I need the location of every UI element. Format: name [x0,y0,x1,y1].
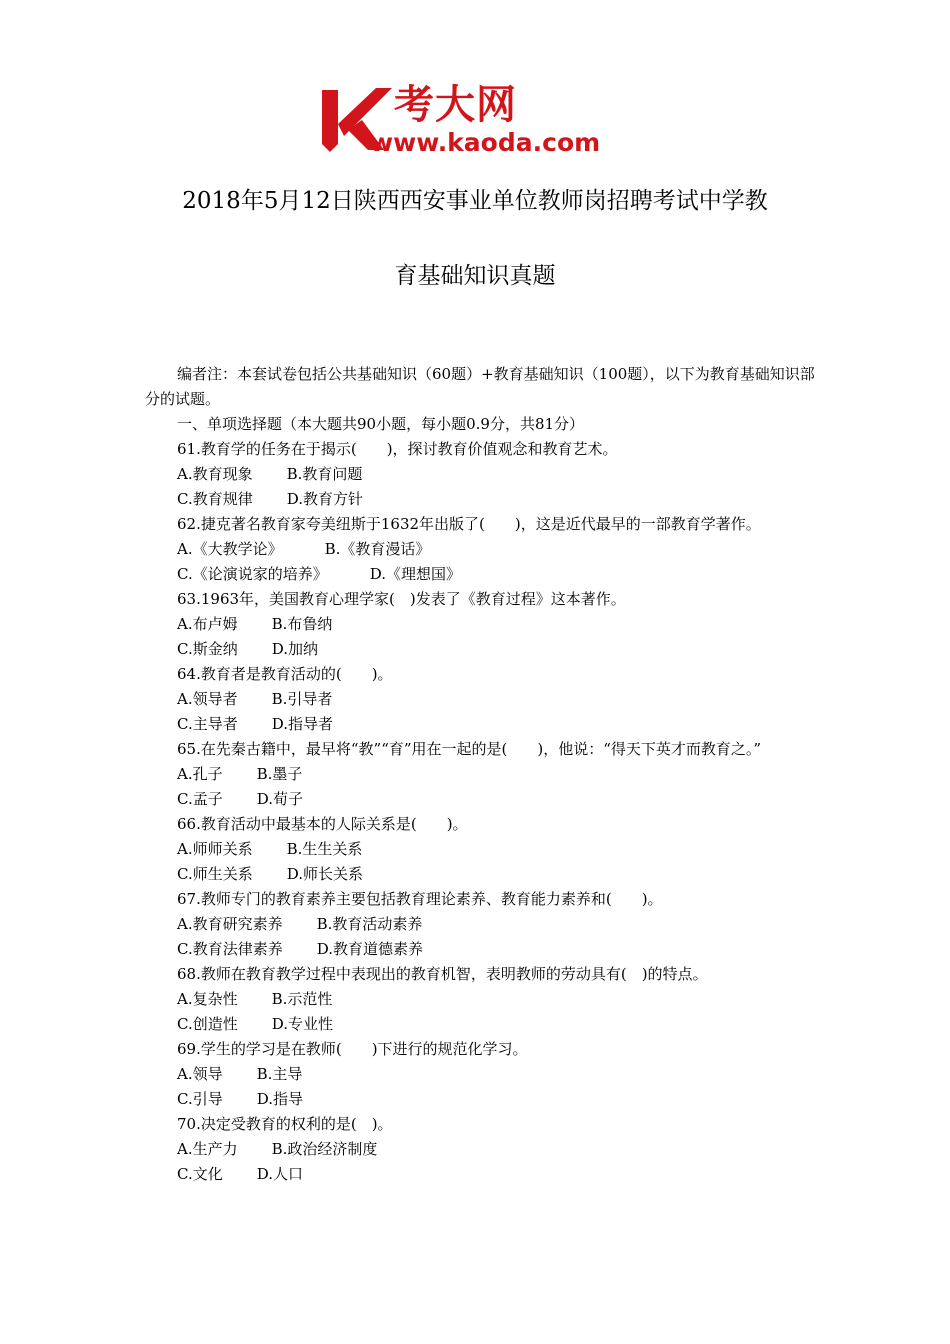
answer-option: A.教育研究素养 [177,915,283,933]
answer-option: A.生产力 [177,1140,238,1158]
answer-option: D.加纳 [271,640,318,658]
question-options-row [145,1087,815,1112]
answer-option: A.复杂性 [177,990,238,1008]
question-options-row [145,637,815,662]
question-options-row [145,562,815,587]
question-options-row [145,937,815,962]
question-stem: 62.捷克著名教育家夸美纽斯于1632年出版了( )，这是近代最早的一部教育学著作。 [177,515,761,533]
answer-option: C.师生关系 [177,865,253,883]
answer-option: B.示范性 [271,990,333,1008]
answer-option: B.主导 [256,1065,303,1083]
answer-option: D.指导者 [271,715,333,733]
answer-option: C.教育规律 [177,490,253,508]
question-options-row [145,762,815,787]
answer-option: B.政治经济制度 [271,1140,378,1158]
answer-option: B.引导者 [271,690,333,708]
answer-option: B.墨子 [256,765,303,783]
answer-option: A.师师关系 [177,840,253,858]
answer-option: C.斯金纳 [177,640,238,658]
question-options-row [145,487,815,512]
question-options-row [145,1162,815,1187]
answer-option: D.专业性 [271,1015,333,1033]
question-options-row [145,1137,815,1162]
answer-option: D.荀子 [256,790,303,808]
question-options-row [145,712,815,737]
answer-option: D.指导 [256,1090,303,1108]
question-options-row [145,837,815,862]
answer-option: B.教育问题 [286,465,363,483]
question-stem: 63.1963年，美国教育心理学家( )发表了《教育过程》这本著作。 [177,590,626,608]
kaoda-logo [318,82,648,162]
answer-option: D.教育道德素养 [316,940,423,958]
question-options-row [145,787,815,812]
question-list [145,437,815,1187]
answer-option: C.创造性 [177,1015,238,1033]
document-title-line1: 2018年5月12日陕西西安事业单位教师岗招聘考试中学教 [182,188,768,214]
question-stem: 66.教育活动中最基本的人际关系是( )。 [177,815,468,833]
question-stem: 67.教师专门的教育素养主要包括教育理论素养、教育能力素养和( )。 [177,890,663,908]
document-title-line2: 育基础知识真题 [394,263,556,289]
question-options-row [145,1012,815,1037]
editor-note: 编者注：本套试卷包括公共基础知识（60题）+教育基础知识（100题），以下为教育基础知识部分的试题。 [145,365,815,408]
answer-option: C.文化 [177,1165,223,1183]
document-body [145,362,815,1187]
logo-url-text: www.kaoda.com [370,128,601,157]
section-heading: 一、单项选择题（本大题共90小题，每小题0.9分，共81分） [177,415,585,433]
answer-option: B.教育活动素养 [316,915,423,933]
answer-option: D.《理想国》 [369,565,461,583]
answer-option: D.师长关系 [286,865,363,883]
logo-brand-text: 考大网 [394,82,517,128]
answer-option: A.布卢姆 [177,615,238,633]
question-options-row [145,462,815,487]
answer-option: B.布鲁纳 [271,615,333,633]
question-options-row [145,612,815,637]
question-stem: 64.教育者是教育活动的( )。 [177,665,393,683]
answer-option: A.教育现象 [177,465,253,483]
question-options-row [145,687,815,712]
answer-option: C.孟子 [177,790,223,808]
question-stem: 69.学生的学习是在教师( )下进行的规范化学习。 [177,1040,528,1058]
question-stem: 61.教育学的任务在于揭示( )，探讨教育价值观念和教育艺术。 [177,440,618,458]
answer-option: A.领导 [177,1065,223,1083]
answer-option: A.《大教学论》 [177,540,283,558]
question-options-row [145,862,815,887]
question-options-row [145,537,815,562]
question-stem: 68.教师在教育教学过程中表现出的教育机智，表明教师的劳动具有( )的特点。 [177,965,708,983]
question-options-row [145,912,815,937]
question-options-row [145,1062,815,1087]
answer-option: C.《论演说家的培养》 [177,565,328,583]
answer-option: C.主导者 [177,715,238,733]
question-stem: 70.决定受教育的权利的是( )。 [177,1115,393,1133]
question-stem: 65.在先秦古籍中，最早将“教”“育”用在一起的是( )，他说：“得天下英才而教育之。” [177,740,762,758]
answer-option: B.《教育漫话》 [324,540,431,558]
answer-option: A.领导者 [177,690,238,708]
answer-option: C.教育法律素养 [177,940,283,958]
answer-option: D.教育方针 [286,490,363,508]
answer-option: B.生生关系 [286,840,363,858]
answer-option: C.引导 [177,1090,223,1108]
question-options-row [145,987,815,1012]
answer-option: A.孔子 [177,765,223,783]
answer-option: D.人口 [256,1165,303,1183]
